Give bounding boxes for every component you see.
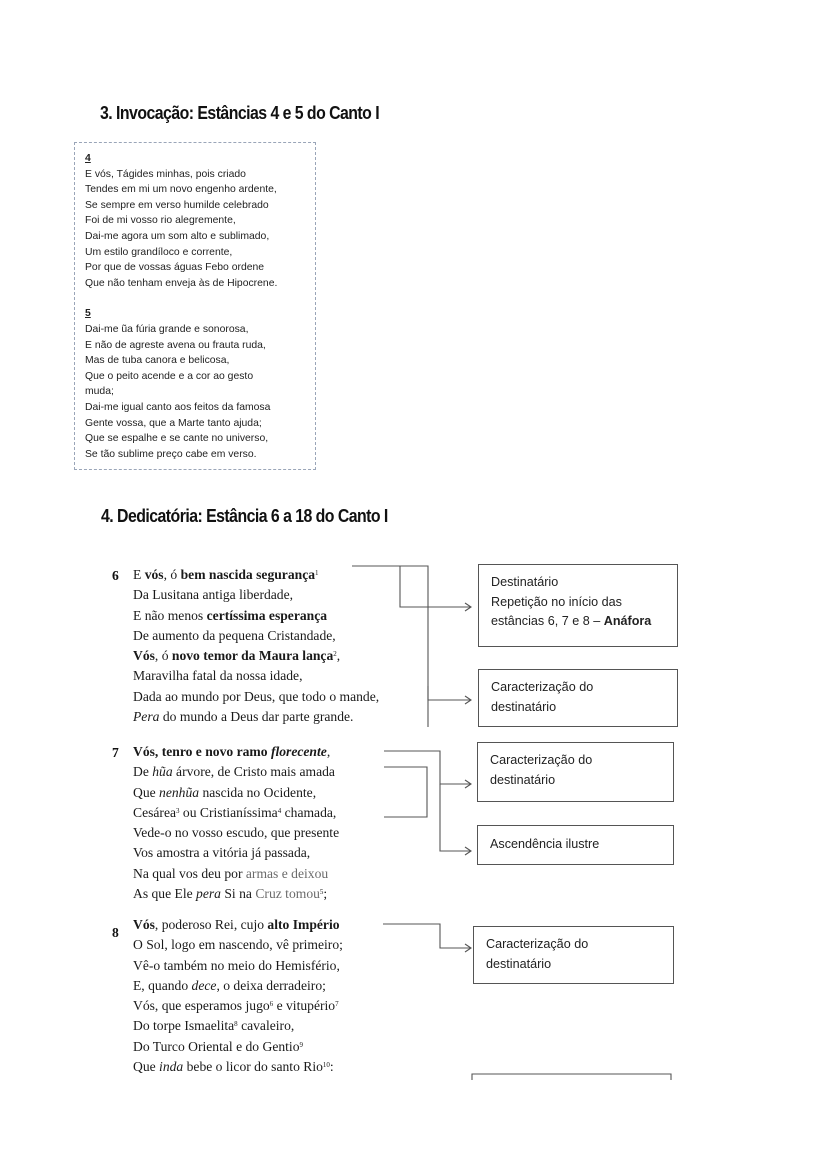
stanza4-line: Um estilo grandíloco e corrente, <box>85 246 233 258</box>
stanza-number-7: 7 <box>112 745 119 760</box>
stanza-7 <box>133 742 339 904</box>
stanza6-line-2: Da Lusitana antiga liberdade, <box>133 587 294 603</box>
stanza6-line-1: E vós, ó bem nascida segurança$^1$ <box>133 567 319 582</box>
stanza5-line: muda; <box>85 386 114 398</box>
stanza7-line-6: Vos amostra a vitória já passada, <box>133 845 311 861</box>
stanza5-line: Se tão sublime preço cabe em verso. <box>85 448 257 460</box>
stanza7-line-3: Que nenhũa nascida no Ocidente, <box>133 784 317 800</box>
stanza5-line: Mas de tuba canora e belicosa, <box>85 355 230 367</box>
stanza8-line-4: E, quando dece, o deixa derradeiro; <box>133 977 326 993</box>
stanza5-line: Gente vossa, que a Marte tanto ajuda; <box>85 417 262 429</box>
stanza4-line: Foi de mi vosso rio alegremente, <box>85 215 236 227</box>
stanza6-line-8: Pera do mundo a Deus dar parte grande. <box>133 709 354 725</box>
section-heading-dedicatoria: 4. Dedicatória: Estância 6 a 18 do Canto I <box>101 506 388 526</box>
stanza8-line-3: Vê-o também no meio do Hemisfério, <box>133 957 340 973</box>
stanza5-line: Que o peito acende e a cor ao gesto <box>85 370 254 382</box>
stanza8-line-2: O Sol, logo em nascendo, vê primeiro; <box>133 937 343 953</box>
stanza-number-6: 6 <box>112 568 119 583</box>
stanza5-line: Que se espalhe e se cante no universo, <box>85 433 269 445</box>
stanza8-line-8: Que inda bebe o licor do santo Rio$^{10}$: <box>133 1059 334 1075</box>
stanza4-line: Dai-me agora um som alto e sublimado, <box>85 230 270 242</box>
note-anafora: Repetição no início das estâncias 6, 7 e 8 – Anáfora <box>491 594 652 628</box>
stanza6-line-4: De aumento da pequena Cristandade, <box>133 627 336 643</box>
stanza6-line-7: Dada ao mundo por Deus, que todo o mande, <box>133 688 380 704</box>
stanza8-line-1: Vós, poderoso Rei, cujo alto Império <box>133 917 340 932</box>
stanza4-line: Que não tenham enveja às de Hipocrene. <box>85 277 278 289</box>
note-ascendencia: Ascendência ilustre <box>477 825 674 865</box>
stanza4-line: Por que de vossas águas Febo ordene <box>85 262 265 274</box>
stanza-6 <box>133 565 379 727</box>
stanza4-line: Se sempre em verso humilde celebrado <box>85 199 269 211</box>
note-destinatario-title: Destinatário <box>491 575 559 589</box>
stanza8-line-5: Vós, que esperamos jugo$^6$ e vitupério$^7$ <box>133 998 339 1014</box>
stanza7-line-8: As que Ele pera Si na Cruz tomou$^5$; <box>133 886 328 902</box>
stanza7-line-4: Cesárea$^3$ ou Cristianíssima$^4$ chamada, <box>133 804 337 820</box>
stanza7-line-1: Vós, tenro e novo ramo florecente, <box>133 744 331 759</box>
stanza7-line-5: Vede-o no vosso escudo, que presente <box>133 825 340 841</box>
stanza7-line-7: Na qual vos deu por armas e deixou <box>133 865 329 881</box>
stanza8-line-7: Do Turco Oriental e do Gentio$^9$ <box>133 1038 304 1054</box>
stanza4-line: E vós, Tágides minhas, pois criado <box>85 168 246 180</box>
stanza-number-8: 8 <box>112 925 119 940</box>
stanza5-line: E não de agreste avena ou frauta ruda, <box>85 339 266 351</box>
note-caracterizacao-1: Caracterização do destinatário <box>478 669 678 727</box>
note-destinatario <box>478 564 678 647</box>
stanza6-line-3: E não menos certíssima esperança <box>133 607 328 623</box>
stanza4-line: Tendes em mi um novo engenho ardente, <box>85 184 277 196</box>
stanza5-line: Dai-me ũa fúria grande e sonorosa, <box>85 323 249 335</box>
stanza7-line-2: De hũa árvore, de Cristo mais amada <box>133 764 335 780</box>
stanza6-line-5: Vós, ó novo temor da Maura lança$^2$, <box>133 648 341 664</box>
stanza-8 <box>133 915 343 1077</box>
stanza6-line-6: Maravilha fatal da nossa idade, <box>133 668 303 684</box>
section-heading-invocacao: 3. Invocação: Estâncias 4 e 5 do Canto I <box>100 103 380 123</box>
stanza8-line-6: Do torpe Ismaelita$^8$ cavaleiro, <box>133 1018 295 1034</box>
stanza-number-5: 5 <box>85 308 91 320</box>
note-caracterizacao-2: Caracterização do destinatário <box>477 742 674 802</box>
stanza-number-4: 4 <box>85 153 91 164</box>
note-caracterizacao-3: Caracterização do destinatário <box>473 926 674 984</box>
stanza5-line: Dai-me igual canto aos feitos da famosa <box>85 401 271 413</box>
